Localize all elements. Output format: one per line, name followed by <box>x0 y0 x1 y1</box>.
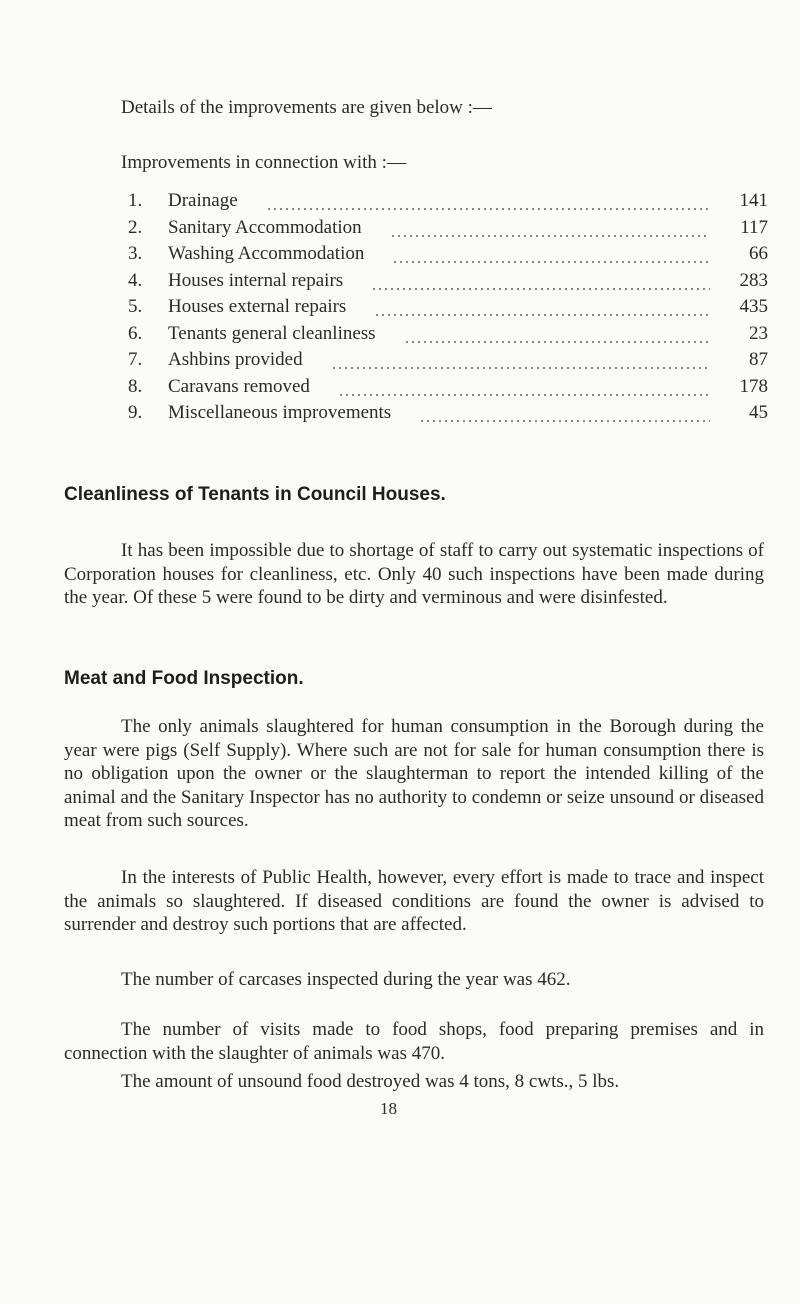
leader-dots <box>374 294 710 320</box>
item-label: Houses external repairs <box>168 296 347 317</box>
list-item <box>128 347 768 374</box>
visits-paragraph: The number of visits made to food shops, food preparing premises and in connection with the slaughter of animals was 470. <box>64 1019 764 1064</box>
section-heading-meat-food: Meat and Food Inspection. <box>64 668 304 689</box>
list-item <box>128 321 768 348</box>
list-item <box>128 215 768 242</box>
list-item <box>128 294 768 321</box>
item-number: 5. <box>128 296 143 317</box>
list-item <box>128 400 768 427</box>
item-label: Houses internal repairs <box>168 269 344 291</box>
item-number: 3. <box>128 243 143 264</box>
leader-dots <box>392 241 710 267</box>
item-label: Tenants general cleanliness <box>168 322 376 344</box>
item-label: Caravans removed <box>168 375 310 397</box>
item-number: 6. <box>128 322 143 344</box>
section-heading-cleanliness: Cleanliness of Tenants in Council Houses. <box>64 484 446 505</box>
item-value: 66 <box>749 243 768 264</box>
leader-dots <box>419 400 710 426</box>
leader-dots <box>390 215 710 241</box>
unsound-food-paragraph: The amount of unsound food destroyed was 4 tons, 8 cwts., 5 lbs. <box>121 1071 620 1092</box>
page-number: 18 <box>380 1099 397 1118</box>
item-number: 7. <box>128 349 143 370</box>
item-label: Miscellaneous improvements <box>168 402 392 423</box>
list-item <box>128 188 768 215</box>
list-item <box>128 268 768 295</box>
item-number: 4. <box>128 269 143 291</box>
list-item <box>128 241 768 268</box>
intro-text: Details of the improvements are given below :— <box>121 97 492 118</box>
item-label: Washing Accommodation <box>168 243 365 264</box>
leader-dots <box>371 268 710 294</box>
improvements-list <box>128 188 768 427</box>
meat-paragraph-2: In the interests of Public Health, however, every effort is made to trace and inspect the animals so slaughtered. If diseased conditions are found the owner is advised to surrender and destroy such portions that are affected. <box>64 867 764 935</box>
item-label: Ashbins provided <box>168 349 303 370</box>
item-value: 23 <box>749 322 768 344</box>
item-number: 1. <box>128 190 143 211</box>
improvements-intro: Improvements in connection with :— <box>121 152 406 173</box>
leader-dots <box>404 321 710 347</box>
item-value: 141 <box>739 190 768 211</box>
item-value: 283 <box>739 269 768 291</box>
item-value: 45 <box>749 402 768 423</box>
leader-dots <box>331 347 710 373</box>
list-item <box>128 374 768 401</box>
item-value: 178 <box>739 375 768 397</box>
carcases-paragraph: The number of carcases inspected during the year was 462. <box>121 969 571 990</box>
cleanliness-paragraph: It has been impossible due to shortage of staff to carry out systematic inspections of Corporation houses for cleanliness, etc. Only 40 such inspections have been made during the year. Of these 5 were found to be dirty and verminous and were disinfested. <box>64 540 764 608</box>
item-label: Drainage <box>168 190 238 211</box>
leader-dots <box>338 374 710 400</box>
item-value: 87 <box>749 349 768 370</box>
item-value: 117 <box>740 216 768 238</box>
item-number: 8. <box>128 375 143 397</box>
leader-dots <box>266 188 710 214</box>
item-label: Sanitary Accommodation <box>168 216 362 238</box>
meat-paragraph-1: The only animals slaughtered for human consumption in the Borough during the year were pigs (Self Supply). Where such are not for sale for human consumption there is no obligation upon the owner or the slaughterman to report the intended killing of the animal and the Sanitary Inspector has no authority to condemn or seize unsound or diseased meat from such sources. <box>64 716 764 831</box>
item-number: 2. <box>128 216 143 238</box>
item-number: 9. <box>128 402 143 423</box>
item-value: 435 <box>739 296 768 317</box>
